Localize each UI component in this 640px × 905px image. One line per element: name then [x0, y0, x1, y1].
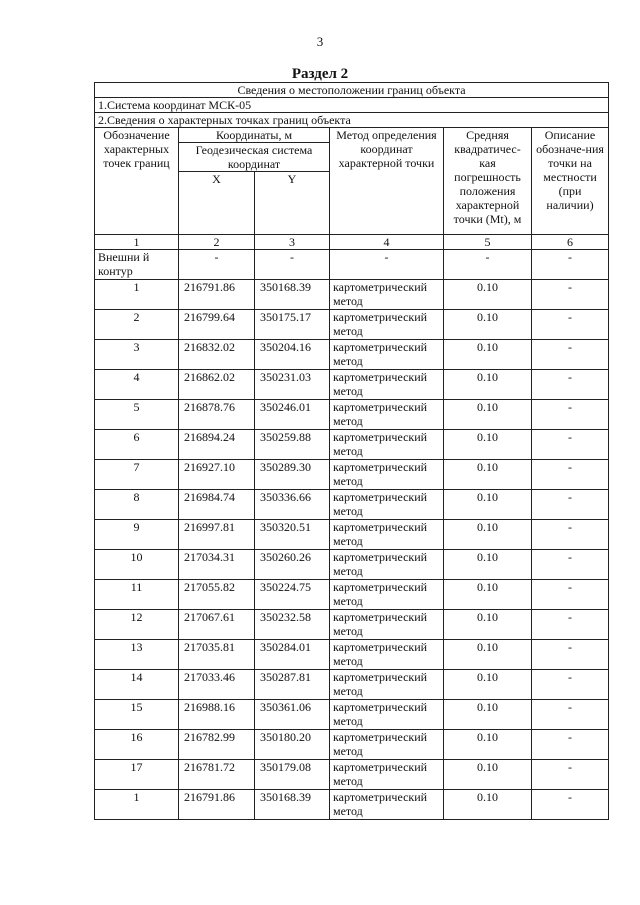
description-cell: - — [532, 490, 609, 520]
header-description: Описание обозначе-ния точки на местности (при наличии) — [532, 128, 609, 235]
error-cell: 0.10 — [444, 310, 532, 340]
table-row — [95, 790, 609, 820]
description-cell: - — [532, 580, 609, 610]
coord-y: 350336.66 — [255, 490, 330, 520]
table-row — [95, 430, 609, 460]
method-cell: картометрический метод — [330, 280, 444, 310]
point-number: 3 — [95, 340, 179, 370]
point-number: 5 — [95, 400, 179, 430]
method-cell: картометрический метод — [330, 580, 444, 610]
error-cell: 0.10 — [444, 550, 532, 580]
point-number: 1 — [95, 280, 179, 310]
error-cell: 0.10 — [444, 340, 532, 370]
coord-y: 350168.39 — [255, 790, 330, 820]
coord-y: 350224.75 — [255, 580, 330, 610]
contour-row — [95, 250, 609, 280]
col-number-4: 4 — [330, 235, 444, 250]
point-number: 14 — [95, 670, 179, 700]
method-cell: картометрический метод — [330, 400, 444, 430]
coord-y: 350287.81 — [255, 670, 330, 700]
contour-desc: - — [532, 250, 609, 280]
contour-label: Внешни й контур — [95, 250, 179, 280]
point-number: 16 — [95, 730, 179, 760]
description-cell: - — [532, 670, 609, 700]
description-cell: - — [532, 370, 609, 400]
coord-y: 350204.16 — [255, 340, 330, 370]
coord-x: 216782.99 — [179, 730, 255, 760]
header-point-designation: Обозначение характерных точек границ — [95, 128, 179, 235]
table-row — [95, 520, 609, 550]
coord-x: 216832.02 — [179, 340, 255, 370]
error-cell: 0.10 — [444, 460, 532, 490]
header-x: X — [179, 172, 255, 235]
table-row — [95, 550, 609, 580]
coord-x: 217035.81 — [179, 640, 255, 670]
coord-y: 350175.17 — [255, 310, 330, 340]
method-cell: картометрический метод — [330, 700, 444, 730]
coord-y: 350246.01 — [255, 400, 330, 430]
coord-x: 216799.64 — [179, 310, 255, 340]
table-row — [95, 490, 609, 520]
contour-error: - — [444, 250, 532, 280]
error-cell: 0.10 — [444, 370, 532, 400]
coord-y: 350168.39 — [255, 280, 330, 310]
contour-x: - — [179, 250, 255, 280]
point-number: 15 — [95, 700, 179, 730]
table-row — [95, 640, 609, 670]
coord-x: 217055.82 — [179, 580, 255, 610]
col-number-6: 6 — [532, 235, 609, 250]
coord-y: 350289.30 — [255, 460, 330, 490]
header-coordinates: Координаты, м — [179, 128, 330, 143]
coord-x: 216878.76 — [179, 400, 255, 430]
coord-x: 216791.86 — [179, 280, 255, 310]
header-error: Средняя квадратичес-кая погрешность положения характерной точки (Mt), м — [444, 128, 532, 235]
point-number: 12 — [95, 610, 179, 640]
coord-x: 216927.10 — [179, 460, 255, 490]
col-number-1: 1 — [95, 235, 179, 250]
description-cell: - — [532, 280, 609, 310]
method-cell: картометрический метод — [330, 550, 444, 580]
description-cell: - — [532, 610, 609, 640]
error-cell: 0.10 — [444, 760, 532, 790]
description-cell: - — [532, 550, 609, 580]
method-cell: картометрический метод — [330, 460, 444, 490]
error-cell: 0.10 — [444, 730, 532, 760]
section-title: Раздел 2 — [291, 66, 349, 82]
coord-x: 216984.74 — [179, 490, 255, 520]
boundary-table — [94, 82, 609, 820]
error-cell: 0.10 — [444, 490, 532, 520]
description-cell: - — [532, 520, 609, 550]
error-cell: 0.10 — [444, 700, 532, 730]
table-row — [95, 310, 609, 340]
point-number: 11 — [95, 580, 179, 610]
description-cell: - — [532, 730, 609, 760]
points-title: 2.Сведения о характерных точках границ объекта — [95, 113, 609, 128]
col-number-5: 5 — [444, 235, 532, 250]
table-row — [95, 730, 609, 760]
method-cell: картометрический метод — [330, 520, 444, 550]
coord-y: 350232.58 — [255, 610, 330, 640]
table-row — [95, 280, 609, 310]
description-cell: - — [532, 700, 609, 730]
point-number: 8 — [95, 490, 179, 520]
method-cell: картометрический метод — [330, 340, 444, 370]
coord-y: 350259.88 — [255, 430, 330, 460]
col-number-2: 2 — [179, 235, 255, 250]
error-cell: 0.10 — [444, 280, 532, 310]
coord-x: 216988.16 — [179, 700, 255, 730]
description-cell: - — [532, 790, 609, 820]
description-cell: - — [532, 640, 609, 670]
coord-x: 217034.31 — [179, 550, 255, 580]
table-row — [95, 760, 609, 790]
method-cell: картометрический метод — [330, 310, 444, 340]
coord-x: 216997.81 — [179, 520, 255, 550]
coord-y: 350231.03 — [255, 370, 330, 400]
error-cell: 0.10 — [444, 520, 532, 550]
error-cell: 0.10 — [444, 610, 532, 640]
coord-y: 350180.20 — [255, 730, 330, 760]
description-cell: - — [532, 310, 609, 340]
header-geodetic-system: Геодезическая система координат — [179, 143, 330, 172]
method-cell: картометрический метод — [330, 790, 444, 820]
point-number: 7 — [95, 460, 179, 490]
coord-x: 217033.46 — [179, 670, 255, 700]
error-cell: 0.10 — [444, 400, 532, 430]
table-title: Сведения о местоположении границ объекта — [95, 83, 609, 98]
table-row — [95, 580, 609, 610]
table-row — [95, 610, 609, 640]
contour-y: - — [255, 250, 330, 280]
header-method: Метод определения координат характерной точки — [330, 128, 444, 235]
table-row — [95, 670, 609, 700]
coord-y: 350320.51 — [255, 520, 330, 550]
point-number: 13 — [95, 640, 179, 670]
error-cell: 0.10 — [444, 670, 532, 700]
point-number: 6 — [95, 430, 179, 460]
coord-x: 216791.86 — [179, 790, 255, 820]
method-cell: картометрический метод — [330, 640, 444, 670]
error-cell: 0.10 — [444, 580, 532, 610]
table-row — [95, 400, 609, 430]
error-cell: 0.10 — [444, 430, 532, 460]
table-row — [95, 370, 609, 400]
table-row — [95, 700, 609, 730]
page-number: 3 — [316, 34, 324, 49]
table-row — [95, 340, 609, 370]
point-number: 4 — [95, 370, 179, 400]
description-cell: - — [532, 400, 609, 430]
coord-x: 216862.02 — [179, 370, 255, 400]
coord-system: 1.Система координат МСК-05 — [95, 98, 609, 113]
coord-x: 216781.72 — [179, 760, 255, 790]
method-cell: картометрический метод — [330, 430, 444, 460]
description-cell: - — [532, 430, 609, 460]
error-cell: 0.10 — [444, 790, 532, 820]
coord-y: 350361.06 — [255, 700, 330, 730]
point-number: 2 — [95, 310, 179, 340]
error-cell: 0.10 — [444, 640, 532, 670]
point-number: 1 — [95, 790, 179, 820]
header-y: Y — [255, 172, 330, 235]
contour-method: - — [330, 250, 444, 280]
coord-y: 350260.26 — [255, 550, 330, 580]
col-number-3: 3 — [255, 235, 330, 250]
point-number: 17 — [95, 760, 179, 790]
method-cell: картометрический метод — [330, 730, 444, 760]
coord-x: 217067.61 — [179, 610, 255, 640]
description-cell: - — [532, 460, 609, 490]
table-row — [95, 460, 609, 490]
description-cell: - — [532, 760, 609, 790]
coord-y: 350284.01 — [255, 640, 330, 670]
point-number: 10 — [95, 550, 179, 580]
coord-x: 216894.24 — [179, 430, 255, 460]
point-number: 9 — [95, 520, 179, 550]
description-cell: - — [532, 340, 609, 370]
method-cell: картометрический метод — [330, 610, 444, 640]
coord-y: 350179.08 — [255, 760, 330, 790]
method-cell: картометрический метод — [330, 760, 444, 790]
method-cell: картометрический метод — [330, 490, 444, 520]
method-cell: картометрический метод — [330, 370, 444, 400]
method-cell: картометрический метод — [330, 670, 444, 700]
